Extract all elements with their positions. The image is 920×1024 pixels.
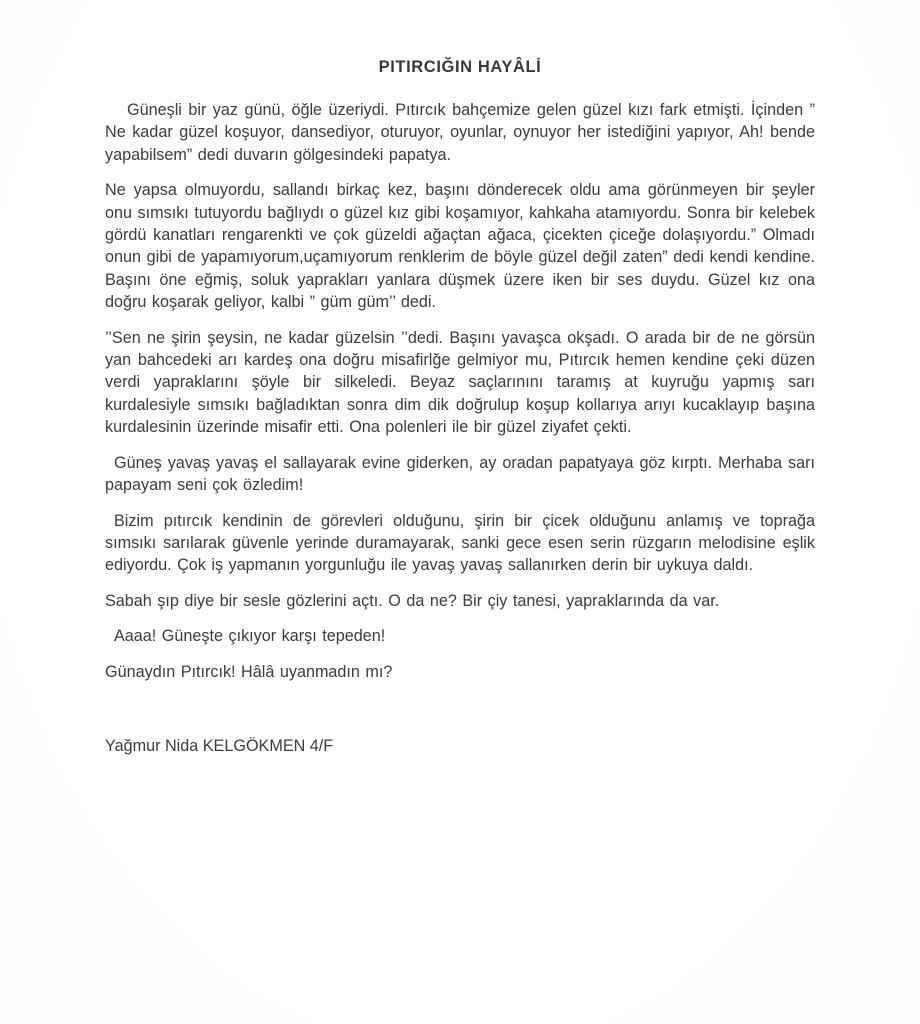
story-paragraph-5: Bizim pıtırcık kendinin de görevleri olduğunu, şirin bir çicek olduğunu anlamış ve toprağa sımsıkı sarılarak güvenle yerinde duramayarak, sanki gece esen serin rüzgarın melodisine eşlik ediyordu. Çok iş yapmanın yorgunluğu ile yavaş yavaş sallanırken derin bir uykuya daldı. <box>105 511 815 575</box>
story-paragraph-2: Ne yapsa olmuyordu, sallandı birkaç kez, başını dönderecek oldu ama görünmeyen bir şeyler onu sımsıkı tutuyordu bağlıydı o güzel kız gibi koşamıyor, kahkaha atamıyordu. Sonra bir kelebek gördü kanatları rengarenkti ve çok güzeldi ağaçtan ağaca, çicekten çiceğe dolaşıyordu.” Olmadı onun gibi de yapamıyorum,uçamıyorum renklerim de böyle güzel değil zaten” dedi kendi kendine. Başını öne eğmiş, soluk yaprakları yanlara düşmek üzere iken bir ses duydu. Güzel kız ona doğru koşarak geliyor, kalbi ” güm güm’’ dedi. <box>105 181 815 312</box>
story-paragraph-1: Güneşli bir yaz günü, öğle üzeriydi. Pıtırcık bahçemize gelen güzel kızı fark etmişti. İçinden ” Ne kadar güzel koşuyor, dansediyor, oturuyor, oyunlar, oynuyor her istediğini yapıyor, Ah! bende yapabilsem” dedi duvarın gölgesindeki papatya. <box>105 101 815 164</box>
story-paragraph-6: Sabah şıp diye bir sesle gözlerini açtı. O da ne? Bir çiy tanesi, yapraklarında da var. <box>105 591 720 610</box>
document-page <box>105 0 815 757</box>
story-paragraph-8: Günaydın Pıtırcık! Hâlâ uyanmadın mı? <box>105 662 393 681</box>
story-paragraph-3: ’’Sen ne şirin şeysin, ne kadar güzelsin ’’dedi. Başını yavaşca okşadı. O arada bir de ne görsün yan bahcedeki arı kardeş ona doğru misafirlğe gelmiyor mu, Pıtırcık hemen kendine çeki düzen verdi yapraklarını şöyle bir silkeledi. Beyaz saçlarınını taramış at kuyruğu yapmış sarı kurdalesiyle sımsıkı bağladıktan sonra dim dik doğrulup koşup kollarıya arıyı kucaklayıp başına kurdalesinin üzerinde misafir etti. Ona polenleri ile bir güzel ziyafet çekti. <box>105 328 815 437</box>
story-paragraph-7: Aaaa! Güneşte çıkıyor karşı tepeden! <box>114 627 386 646</box>
author-signature: Yağmur Nida KELGÖKMEN 4/F <box>105 736 334 755</box>
page-title: PITIRCIĞIN HAYÂLİ <box>378 58 542 76</box>
story-paragraph-4: Güneş yavaş yavaş el sallayarak evine giderken, ay oradan papatyaya göz kırptı. Merhaba sarı papayam seni çok özledim! <box>105 453 815 495</box>
